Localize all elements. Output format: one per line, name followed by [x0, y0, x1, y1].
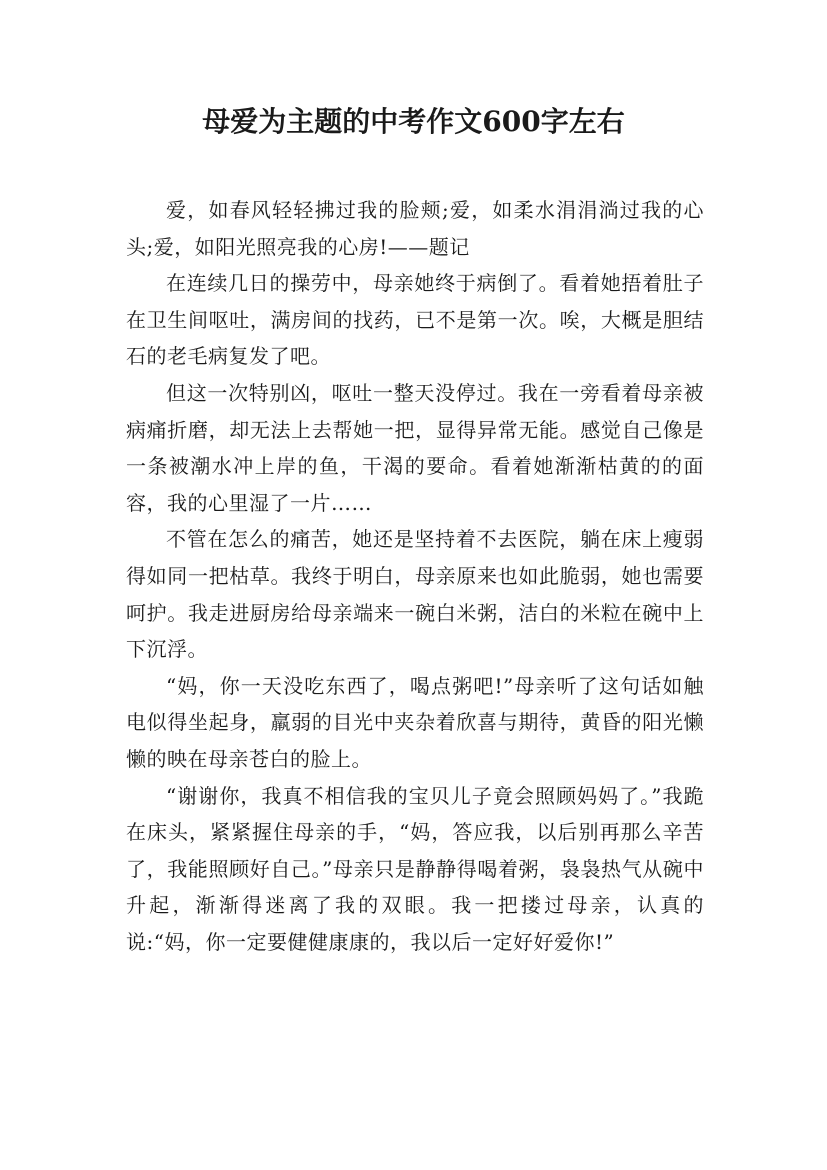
paragraph: 但这一次特别凶，呕吐一整天没停过。我在一旁看着母亲被病痛折磨，却无法上去帮她一把，显得异常无能。感觉自己像是一条被潮水冲上岸的鱼，干渴的要命。看着她渐渐枯黄的的面容，我的心里湿了一片…… [126, 380, 704, 515]
document-body [126, 192, 704, 960]
document-title: 母爱为主题的中考作文600字左右 [202, 105, 625, 138]
paragraph: 在连续几日的操劳中，母亲她终于病倒了。看着她捂着肚子在卫生间呕吐，满房间的找药，已不是第一次。唉，大概是胆结石的老毛病复发了吧。 [126, 271, 704, 369]
paragraph: “谢谢你，我真不相信我的宝贝儿子竟会照顾妈妈了。”我跪在床头，紧紧握住母亲的手，“妈，答应我，以后别再那么辛苦了，我能照顾好自己。”母亲只是静静得喝着粥，袅袅热气从碗中升起，渐渐得迷离了我的双眼。我一把搂过母亲，认真的说:“妈，你一定要健健康康的，我以后一定好好爱你!” [126, 783, 704, 954]
paragraph-epigraph: 爱，如春风轻轻拂过我的脸颊;爱，如柔水涓涓淌过我的心头;爱，如阳光照亮我的心房!——题记 [126, 198, 704, 259]
paragraph: 不管在怎么的痛苦，她还是坚持着不去医院，躺在床上瘦弱得如同一把枯草。我终于明白，母亲原来也如此脆弱，她也需要呵护。我走进厨房给母亲端来一碗白米粥，洁白的米粒在碗中上下沉浮。 [126, 527, 704, 662]
paragraph: “妈，你一天没吃东西了，喝点粥吧!”母亲听了这句话如触电似得坐起身，羸弱的目光中夹杂着欣喜与期待，黄昏的阳光懒懒的映在母亲苍白的脸上。 [126, 673, 704, 771]
